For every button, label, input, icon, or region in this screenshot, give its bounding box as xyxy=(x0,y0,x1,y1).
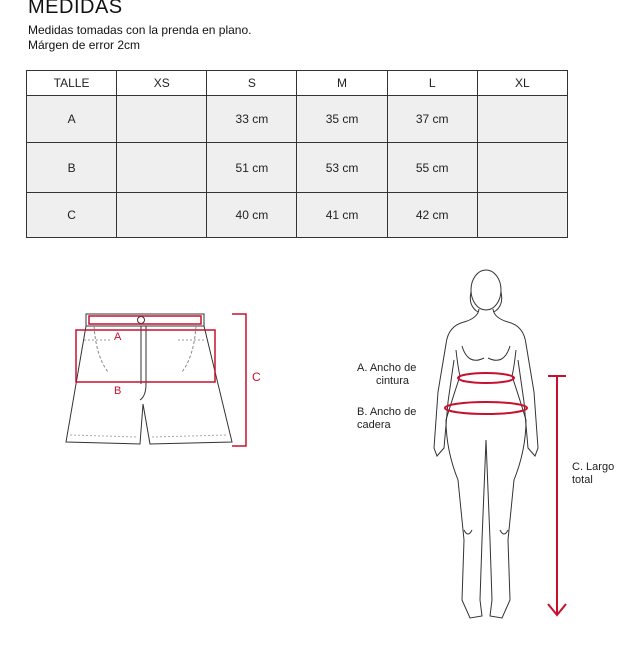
header-xs: XS xyxy=(117,71,207,96)
row-a-s: 33 cm xyxy=(207,96,297,143)
row-a-l: 37 cm xyxy=(387,96,477,143)
row-c-l: 42 cm xyxy=(387,193,477,238)
row-a-m: 35 cm xyxy=(297,96,387,143)
row-c-label: C xyxy=(27,193,117,238)
label-b-hip-line1: B. Ancho de xyxy=(357,406,417,418)
header-m: M xyxy=(297,71,387,96)
header-s: S xyxy=(207,71,297,96)
row-b-l: 55 cm xyxy=(387,143,477,193)
measure-b-hip-ring xyxy=(445,402,527,414)
row-b-label: B xyxy=(27,143,117,193)
shorts-label-c: C xyxy=(252,370,261,384)
header-l: L xyxy=(387,71,477,96)
label-c-length-line2: total xyxy=(572,474,593,486)
row-b-s: 51 cm xyxy=(207,143,297,193)
label-b-hip-line2: cadera xyxy=(357,419,391,431)
shorts-label-b: B xyxy=(114,385,122,397)
shorts-label-a: A xyxy=(114,331,122,343)
subtitle-error-margin: Márgen de error 2cm xyxy=(28,38,141,52)
body-silhouette xyxy=(434,270,538,618)
row-c-s: 40 cm xyxy=(207,193,297,238)
row-c-m: 41 cm xyxy=(297,193,387,238)
label-a-waist-line2: cintura xyxy=(376,375,410,387)
header-xl: XL xyxy=(477,71,567,96)
label-c-length-line1: C. Largo xyxy=(572,461,615,473)
header-talle: TALLE xyxy=(27,71,117,96)
label-a-waist-line1: A. Ancho de xyxy=(357,362,417,374)
row-a-label: A xyxy=(27,96,117,143)
row-b-m: 53 cm xyxy=(297,143,387,193)
page-title: MEDIDAS xyxy=(28,0,123,18)
subtitle-measurement-note: Medidas tomadas con la prenda en plano. xyxy=(28,23,252,37)
measure-a-waist-ring xyxy=(458,373,514,383)
